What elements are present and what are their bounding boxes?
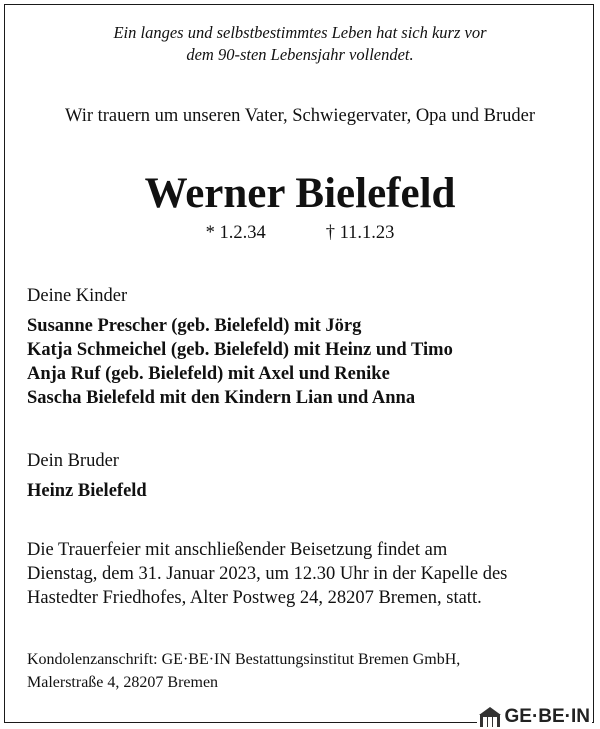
building-logo-icon bbox=[479, 707, 501, 727]
deceased-name: Werner Bielefeld bbox=[144, 170, 456, 217]
child-entry: Anja Ruf (geb. Bielefeld) mit Axel und Renike bbox=[27, 364, 390, 384]
child-entry: Susanne Prescher (geb. Bielefeld) mit Jörg bbox=[27, 316, 362, 336]
child-entry: Katja Schmeichel (geb. Bielefeld) mit Heinz und Timo bbox=[27, 340, 453, 360]
birth-date: * 1.2.34 bbox=[205, 223, 266, 243]
ceremony-line: Dienstag, dem 31. Januar 2023, um 12.30 Uhr in der Kapelle des bbox=[27, 564, 508, 584]
child-entry: Sascha Bielefeld mit den Kindern Lian und Anna bbox=[27, 388, 416, 408]
children-label: Deine Kinder bbox=[27, 286, 128, 306]
motto-line: Ein langes und selbstbestimmtes Leben hat sich kurz vor bbox=[113, 23, 487, 42]
motto-line: dem 90-sten Lebensjahr vollendet. bbox=[186, 45, 414, 64]
intro-text: Wir trauern um unseren Vater, Schwiegervater, Opa und Bruder bbox=[64, 106, 536, 126]
ceremony-line: Die Trauerfeier mit anschließender Beisetzung findet am bbox=[27, 540, 448, 560]
brother-label: Dein Bruder bbox=[27, 451, 119, 471]
death-date: † 11.1.23 bbox=[325, 223, 395, 243]
condolence-line: Malerstraße 4, 28207 Bremen bbox=[27, 674, 219, 691]
logo-text: GE·BE·IN bbox=[504, 706, 590, 727]
children-section bbox=[27, 284, 582, 410]
life-dates bbox=[0, 223, 600, 244]
brother-name: Heinz Bielefeld bbox=[27, 481, 147, 501]
condolence-line: Kondolenzanschrift: GE·BE·IN Bestattungsinstitut Bremen GmbH, bbox=[27, 651, 461, 668]
condolence-section bbox=[27, 648, 582, 694]
brother-section bbox=[27, 449, 582, 503]
ceremony-line: Hastedter Friedhofes, Alter Postweg 24, 28207 Bremen, statt. bbox=[27, 588, 482, 608]
motto bbox=[0, 22, 600, 66]
ceremony-section bbox=[27, 538, 582, 610]
company-logo bbox=[477, 706, 593, 728]
